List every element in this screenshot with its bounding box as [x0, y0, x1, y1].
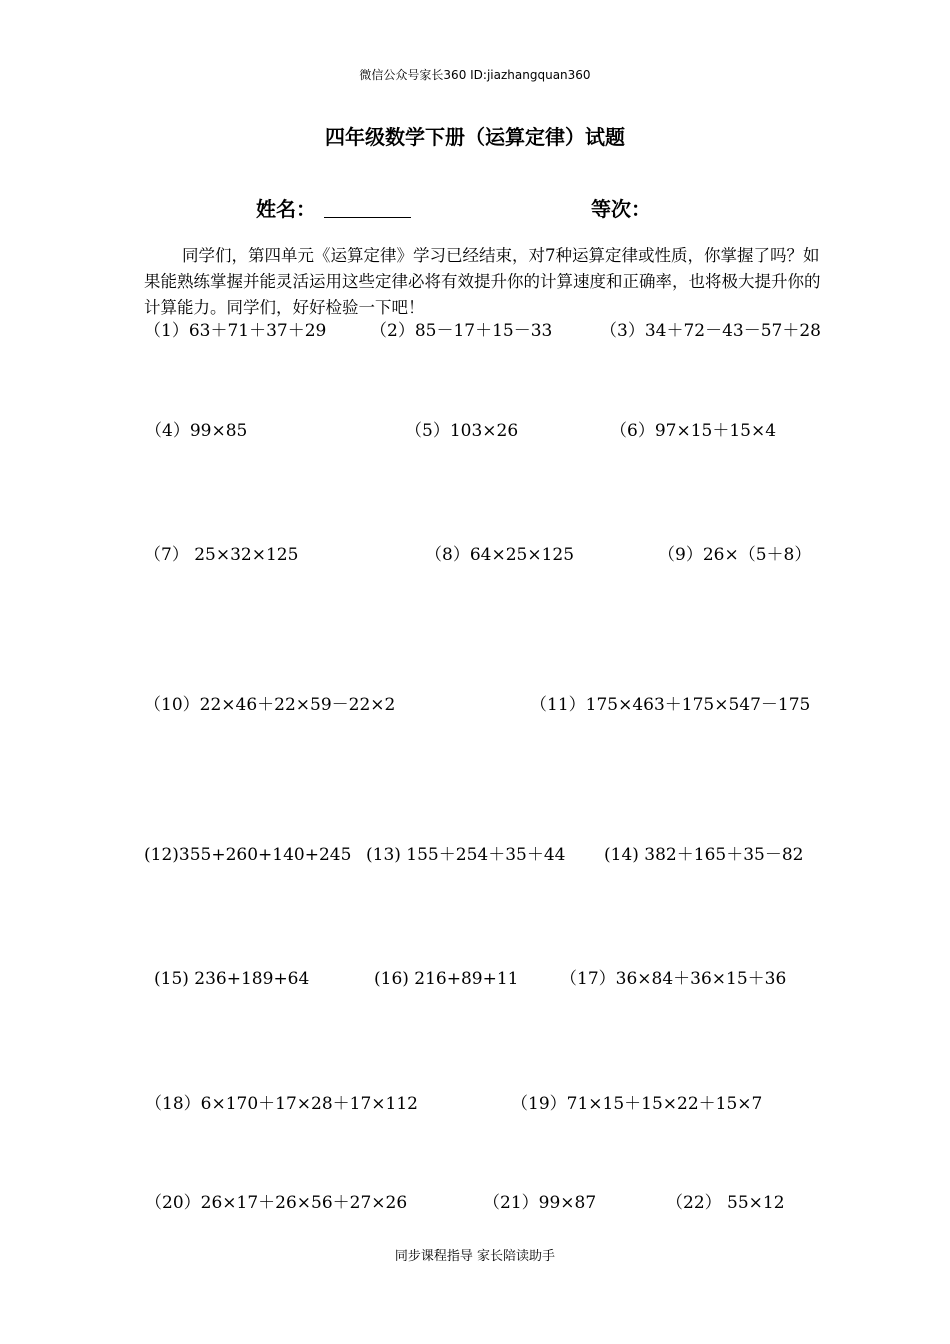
- name-label: 姓名：: [256, 197, 316, 221]
- intro-paragraph: 同学们，第四单元《运算定律》学习已经结束，对7种运算定律或性质，你掌握了吗？如果能熟练掌握并能灵活运用这些定律必将有效提升你的计算速度和正确率，也将极大提升你的计算能力。同学们，好好检验一下吧！: [144, 246, 821, 317]
- rank-label: 等次：: [591, 197, 651, 221]
- question-20: （20）26×17＋26×56＋27×26: [145, 1193, 408, 1213]
- question-14: (14) 382＋165＋35－82: [604, 845, 804, 865]
- question-2: （2）85－17＋15－33: [370, 321, 553, 341]
- question-11: （11）175×463＋175×547－175: [530, 695, 811, 715]
- question-6: （6）97×15＋15×4: [610, 421, 777, 441]
- name-blank-line: [324, 217, 411, 218]
- question-4: （4）99×85: [145, 421, 248, 441]
- question-21: （21）99×87: [483, 1193, 597, 1213]
- question-8: （8）64×25×125: [425, 545, 575, 565]
- question-16: (16) 216+89+11: [374, 969, 519, 989]
- question-3: （3）34＋72－43－57＋28: [600, 321, 821, 341]
- question-7: （7） 25×32×125: [144, 545, 299, 565]
- question-17: （17）36×84＋36×15＋36: [560, 969, 787, 989]
- question-5: （5）103×26: [405, 421, 519, 441]
- question-15: (15) 236+189+64: [154, 969, 310, 989]
- question-13: (13) 155＋254＋35＋44: [366, 845, 566, 865]
- question-9: （9）26×（5＋8）: [658, 545, 812, 565]
- question-18: （18）6×170＋17×28＋17×112: [145, 1094, 418, 1114]
- question-12: (12)355+260+140+245: [144, 845, 352, 865]
- question-22: （22） 55×12: [666, 1193, 785, 1213]
- page-footer: 同步课程指导 家长陪读助手: [394, 1249, 556, 1264]
- page-title: 四年级数学下册（运算定律）试题: [325, 125, 625, 149]
- question-1: （1）63＋71＋37＋29: [144, 321, 327, 341]
- question-10: （10）22×46＋22×59－22×2: [144, 695, 396, 715]
- question-19: （19）71×15＋15×22＋15×7: [511, 1094, 763, 1114]
- page-header: 微信公众号家长360 ID:jiazhangquan360: [359, 68, 591, 82]
